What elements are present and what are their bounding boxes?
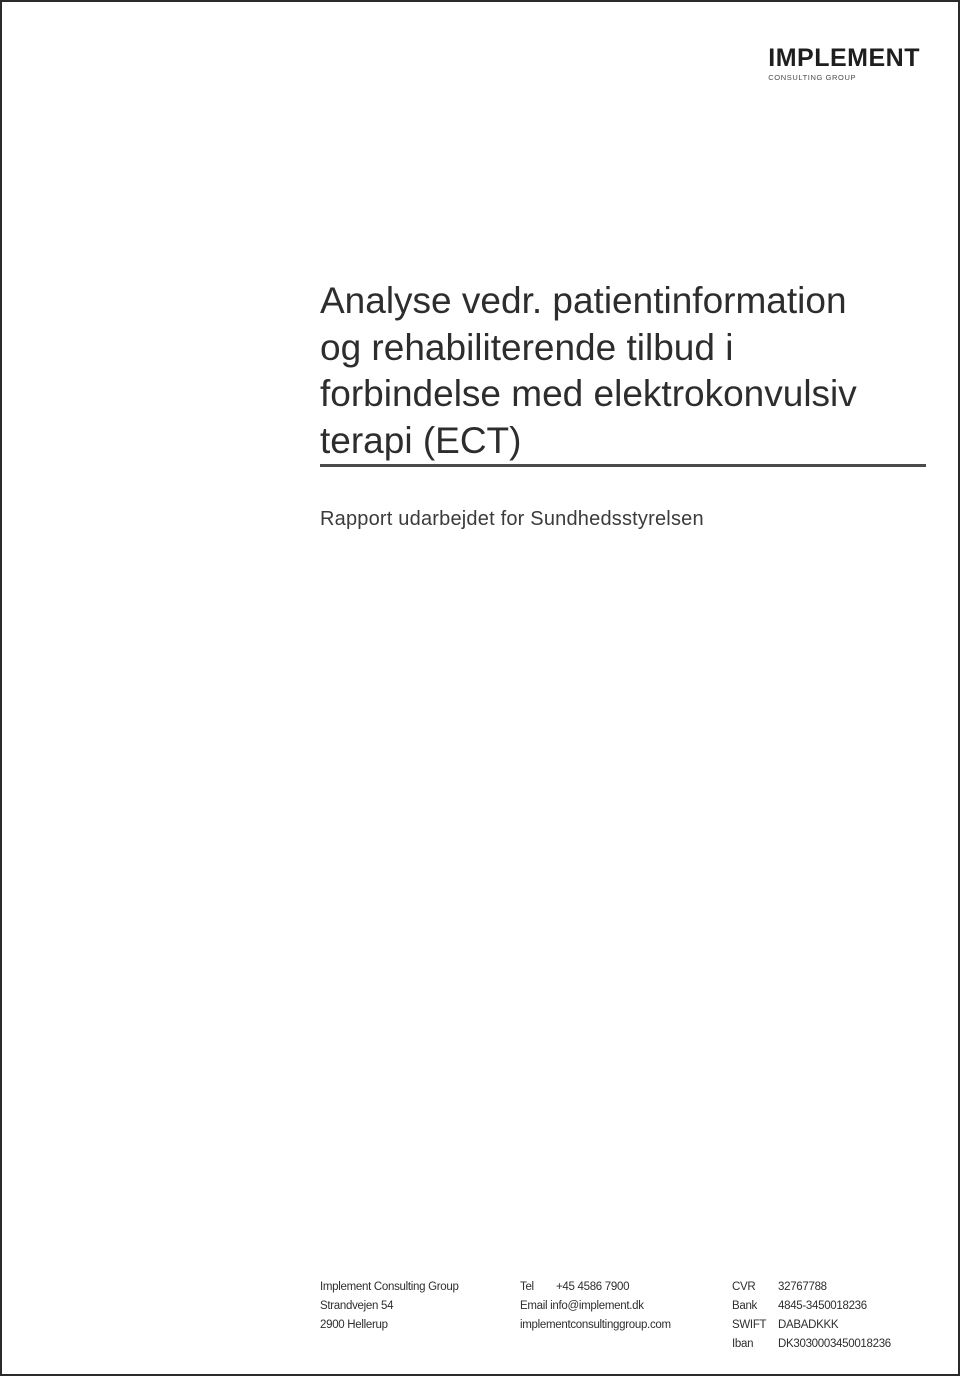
title-line: og rehabiliterende tilbud i (320, 326, 734, 368)
contact-phone (520, 1278, 720, 1297)
address-line: 2900 Hellerup (320, 1319, 388, 1331)
phone-value: +45 4586 7900 (556, 1281, 630, 1293)
info-label: Iban (732, 1338, 754, 1350)
contact-web: implementconsultinggroup.com (520, 1319, 671, 1331)
info-value: DABADKKK (778, 1319, 839, 1331)
document-title (320, 278, 930, 464)
company-logo (768, 44, 920, 84)
title-line: forbindelse med elektrokonvulsiv (320, 373, 857, 414)
logo-subtitle: CONSULTING GROUP (768, 73, 857, 82)
company-info-row (732, 1297, 932, 1316)
address-line: Implement Consulting Group (320, 1281, 459, 1293)
contact-email (520, 1297, 720, 1316)
info-value: DK3030003450018236 (778, 1338, 891, 1350)
email-label: Email (520, 1300, 548, 1312)
info-label: CVR (732, 1281, 756, 1293)
document-subtitle: Rapport udarbejdet for Sundhedsstyrelsen (320, 508, 704, 530)
company-info-row (732, 1335, 932, 1354)
info-value: 32767788 (778, 1281, 827, 1293)
footer-company-info (732, 1278, 932, 1354)
logo-name: IMPLEMENT (768, 44, 920, 72)
email-value: info@implement.dk (550, 1300, 644, 1312)
footer-address (320, 1278, 510, 1335)
info-value: 4845-3450018236 (778, 1300, 867, 1312)
footer-contact (520, 1278, 720, 1335)
title-line: Analyse vedr. patientinformation (320, 280, 847, 321)
company-info-row (732, 1316, 932, 1335)
company-info-row (732, 1278, 932, 1297)
address-line: Strandvejen 54 (320, 1300, 394, 1312)
info-label: Bank (732, 1300, 758, 1312)
info-label: SWIFT (732, 1319, 767, 1331)
phone-label: Tel (520, 1281, 534, 1293)
title-line: terapi (ECT) (320, 419, 522, 461)
title-divider (320, 464, 926, 467)
